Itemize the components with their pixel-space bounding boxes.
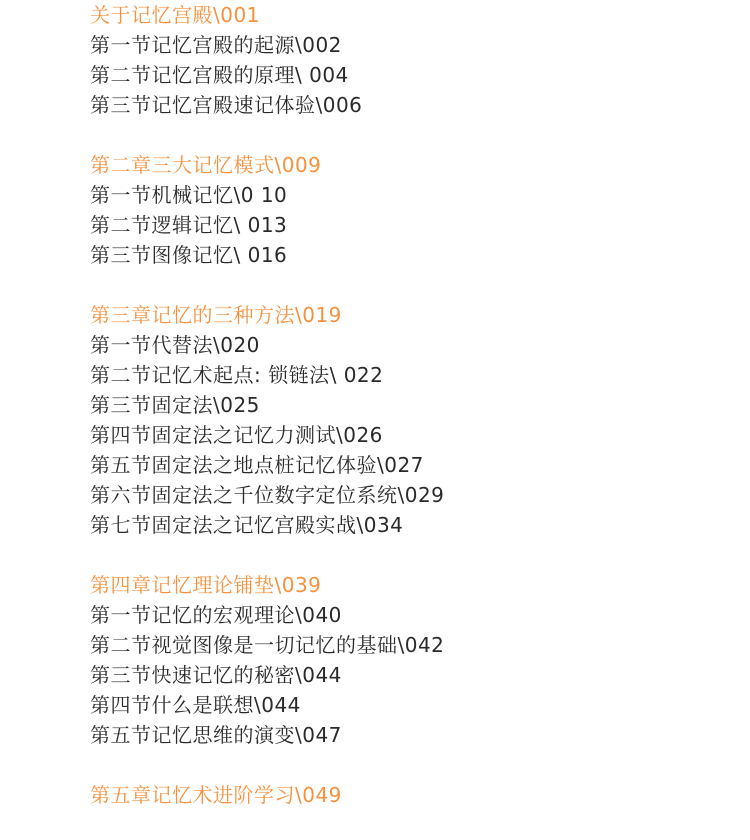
- chapter-title: 关于记忆宫殿\001: [90, 3, 260, 27]
- section-entry: 第二节逻辑记忆\ 013: [90, 213, 288, 237]
- section-entry: 第七节固定法之记忆宫殿实战\034: [90, 513, 404, 537]
- section-entry: 第二节记忆宫殿的原理\ 004: [90, 63, 349, 87]
- section-entry: 第四节什么是联想\044: [90, 693, 301, 717]
- section-entry: 第四节固定法之记忆力测试\026: [90, 423, 383, 447]
- chapter-block: [90, 300, 730, 540]
- table-of-contents: [90, 0, 730, 840]
- section-entry: 第一节记忆宫殿的起源\002: [90, 33, 342, 57]
- chapter-title: 第五章记忆术进阶学习\049: [90, 783, 342, 807]
- section-entry: 第二节记忆术起点: 锁链法\ 022: [90, 363, 384, 387]
- section-entry: 第一节代替法\020: [90, 333, 260, 357]
- section-entry: 第一节记忆的宏观理论\040: [90, 603, 342, 627]
- chapter-title: 第二章三大记忆模式\009: [90, 153, 322, 177]
- section-entry: 第二节视觉图像是一切记忆的基础\042: [90, 633, 445, 657]
- section-entry: 第五节固定法之地点桩记忆体验\027: [90, 453, 424, 477]
- section-entry: 第六节固定法之千位数字定位系统\029: [90, 483, 445, 507]
- section-entry: 第一节机械记忆\0 10: [90, 183, 288, 207]
- section-entry: 第三节记忆宫殿速记体验\006: [90, 93, 363, 117]
- section-entry: 第三节固定法\025: [90, 393, 260, 417]
- chapter-block: [90, 0, 730, 120]
- section-entry: 第三节快速记忆的秘密\044: [90, 663, 342, 687]
- section-entry: 第三节图像记忆\ 016: [90, 243, 288, 267]
- chapter-block: [90, 150, 730, 270]
- chapter-block: [90, 570, 730, 750]
- section-entry: 第五节记忆思维的演变\047: [90, 723, 342, 747]
- chapter-title: 第四章记忆理论铺垫\039: [90, 573, 322, 597]
- chapter-title: 第三章记忆的三种方法\019: [90, 303, 342, 327]
- chapter-block: [90, 780, 730, 810]
